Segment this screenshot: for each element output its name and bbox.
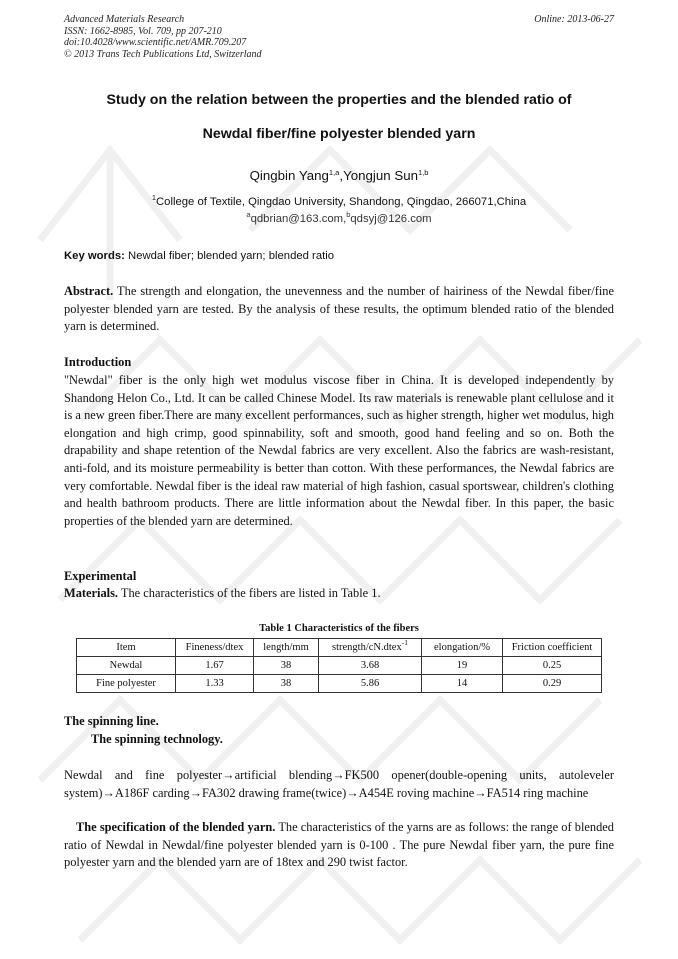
table-cell: 1.33	[176, 675, 254, 693]
table-cell: 38	[254, 657, 319, 675]
email-separator: ,	[343, 213, 347, 225]
author-emails	[0, 210, 678, 225]
journal-header	[64, 14, 262, 60]
author-separator: ,	[339, 168, 344, 183]
spec-text: The characteristics of the yarns are as follows: the range of blended ratio of Newdal in Newdal/fine polyester blended yarn is 0-100 . The pure Newdal fiber yarn, the pure fine polyester yarn and the blended yarn are of 18tex and 290 twist factor.	[64, 820, 614, 870]
journal-name: Advanced Materials Research	[64, 14, 185, 25]
col-strength-label: strength/cN.dtex	[332, 642, 402, 653]
table-1-caption: Table 1 Characteristics of the fibers	[259, 623, 419, 634]
author-1: Qingbin Yang	[249, 168, 329, 183]
online-date: Online: 2013-06-27	[534, 14, 614, 25]
table-row	[77, 657, 602, 675]
table-cell: 3.68	[319, 657, 422, 675]
table-row	[77, 675, 602, 693]
col-strength	[319, 639, 422, 657]
email-a: qdbrian@163.com	[250, 213, 344, 225]
paper-title-line-1: Study on the relation between the properties and the blended ratio of	[106, 92, 572, 108]
col-item: Item	[77, 639, 176, 657]
fiber-characteristics-table	[76, 638, 602, 693]
spinning-line-heading: The spinning line.	[64, 714, 159, 728]
table-cell: 5.86	[319, 675, 422, 693]
table-cell: Fine polyester	[77, 675, 176, 693]
table-cell: 14	[422, 675, 503, 693]
spinning-line-text: Newdal and fine polyester→artificial blending→FK500 opener(double-opening units, autoleveler system)→A186F carding→FA302 drawing frame(twice)→A454E roving machine→FA514 ring machine	[64, 768, 614, 800]
introduction-heading: Introduction	[64, 355, 132, 369]
yarn-specification-paragraph	[64, 819, 614, 872]
affiliation-text: College of Textile, Qingdao University, Shandong, Qingdao, 266071,China	[156, 196, 527, 208]
keywords-label: Key words:	[64, 250, 125, 262]
author-2-sup: 1,b	[418, 168, 429, 177]
paper-title-line-2: Newdal fiber/fine polyester blended yarn	[202, 126, 476, 142]
affiliation-sup: 1	[151, 193, 157, 202]
abstract-text: The strength and elongation, the unevenness and the number of hairiness of the Newdal fiber/fine polyester blended yarn are tested. By the analysis of these results, the optimum blended ratio of the blended yarn is determined.	[64, 284, 614, 334]
keywords-text: Newdal fiber; blended yarn; blended ratio	[124, 250, 335, 262]
spinning-technology-heading: The spinning technology.	[91, 732, 223, 746]
spec-label: The specification of the blended yarn.	[76, 820, 276, 834]
table-cell: 0.25	[503, 657, 602, 675]
table-header-row	[77, 639, 602, 657]
table-cell: Newdal	[77, 657, 176, 675]
col-friction: Friction coefficient	[503, 639, 602, 657]
col-strength-sup: -1	[401, 638, 408, 647]
author-line	[0, 168, 678, 183]
table-cell: 19	[422, 657, 503, 675]
experimental-heading: Experimental	[64, 569, 137, 583]
email-b: qdsyj@126.com	[350, 213, 432, 225]
introduction-text: "Newdal" fiber is the only high wet modulus viscose fiber in China. It is developed independently by Shandong Helon Co., Ltd. It can be called Chinese Model. Its raw materials is renewable plant cellulose and it is a new green fiber.There are many excellent performances, such as higher strength, higher wet modulus, high elongation and high crimp, good spinnability, soft and smooth, good hand feeling and so on. Both the drapability and shape retention of the Newdal fabrics are very excellent. Also the fabrics are wash-resistant, anti-fold, and its moisture permeability is better than cotton. With these performances, the Newdal fabrics are very comfortable. Newdal fiber is the ideal raw material of high fashion, casual sportswear, children's clothing and health bathroom products. There are little information about the Newdal fiber. In this paper, the basic properties of the blended yarn are determined.	[64, 373, 614, 528]
materials-label: Materials.	[64, 586, 119, 600]
journal-doi: doi:10.4028/www.scientific.net/AMR.709.207	[64, 37, 247, 48]
col-elongation: elongation/%	[422, 639, 503, 657]
table-cell: 38	[254, 675, 319, 693]
abstract	[64, 283, 614, 336]
col-fineness: Fineness/dtex	[176, 639, 254, 657]
email-b-sup: b	[346, 210, 351, 219]
journal-issn: ISSN: 1662-8985, Vol. 709, pp 207-210	[64, 25, 222, 37]
materials-text: The characteristics of the fibers are listed in Table 1.	[118, 586, 381, 600]
author-2: Yongjun Sun	[343, 168, 418, 183]
materials-paragraph	[64, 585, 614, 603]
abstract-label: Abstract.	[64, 284, 114, 298]
table-cell: 0.29	[503, 675, 602, 693]
email-a-sup: a	[246, 210, 251, 219]
affiliation	[0, 193, 678, 208]
keywords	[64, 250, 624, 262]
author-1-sup: 1,a	[328, 168, 340, 177]
journal-copyright: © 2013 Trans Tech Publications Ltd, Switzerland	[64, 48, 262, 60]
col-length: length/mm	[254, 639, 319, 657]
table-cell: 1.67	[176, 657, 254, 675]
